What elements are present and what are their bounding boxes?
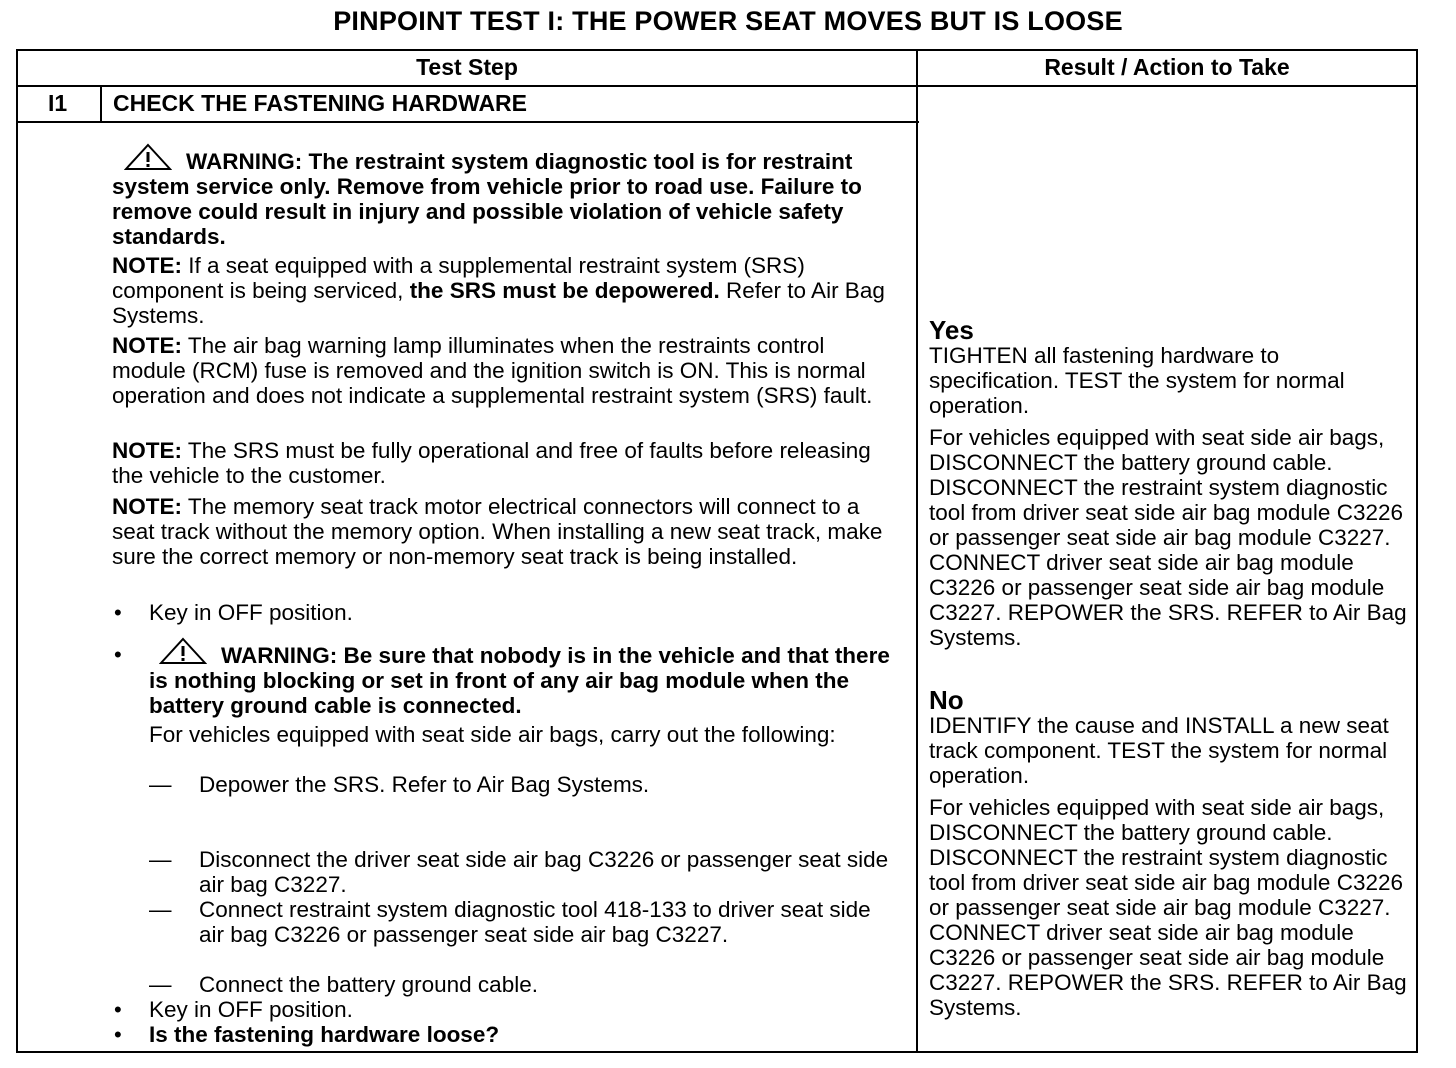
substep-connect-battery: Connect the battery ground cable. bbox=[199, 972, 538, 997]
result-yes-seat-side: For vehicles equipped with seat side air bags, DISCONNECT the battery ground cable. DISCONNECT the restraint system diagnostic tool from driver seat side air bag module C3226 or passenger seat side air bag module C3227. CONNECT driver seat side air bag module C3226 or passenger seat side air bag module C3227. REPOWER the SRS. REFER to Air Bag Systems. bbox=[929, 425, 1407, 650]
substep-depower: Depower the SRS. Refer to Air Bag Systems. bbox=[199, 772, 650, 797]
bullet-icon: • bbox=[114, 997, 122, 1022]
seat-side-intro: For vehicles equipped with seat side air bags, carry out the following: bbox=[149, 722, 836, 747]
result-no bbox=[929, 685, 1414, 1020]
header-test-step: Test Step bbox=[416, 54, 518, 80]
result-yes-action: TIGHTEN all fastening hardware to specification. TEST the system for normal operation. bbox=[929, 343, 1345, 418]
dash-icon: — bbox=[149, 847, 172, 872]
step-key-off-1: Key in OFF position. bbox=[149, 600, 353, 625]
result-no-action: IDENTIFY the cause and INSTALL a new seat track component. TEST the system for normal operation. bbox=[929, 713, 1389, 788]
warning-triangle-icon bbox=[124, 143, 172, 171]
step-id: I1 bbox=[48, 90, 68, 116]
result-no-label: No bbox=[929, 685, 964, 715]
bullet-icon: • bbox=[114, 600, 122, 625]
note-airbag-lamp: NOTE: The air bag warning lamp illuminates when the restraints control module (RCM) fuse is removed and the ignition switch is ON. This is normal operation and does not indicate a supplemental restraint system (SRS) fault. bbox=[112, 333, 873, 408]
result-yes-label: Yes bbox=[929, 315, 974, 345]
warning-nobody-in-vehicle: WARNING: Be sure that nobody is in the vehicle and that there is nothing blocking or set in front of any air bag module when the battery ground cable is connected. bbox=[149, 637, 899, 718]
step-question: Is the fastening hardware loose? bbox=[149, 1022, 500, 1047]
warning-triangle-icon bbox=[159, 637, 207, 665]
substep-connect-tool: Connect restraint system diagnostic tool 418-133 to driver seat side air bag C3226 or passenger seat side air bag C3227. bbox=[199, 897, 871, 947]
bullet-icon: • bbox=[114, 1022, 122, 1047]
step-key-off-2: Key in OFF position. bbox=[149, 997, 353, 1022]
step-title: CHECK THE FASTENING HARDWARE bbox=[113, 90, 528, 116]
result-no-seat-side: For vehicles equipped with seat side air bags, DISCONNECT the battery ground cable. DISCONNECT the restraint system diagnostic tool from driver seat side air bag module C3226 or passenger seat side air bag module C3227. CONNECT driver seat side air bag module C3226 or passenger seat side air bag module C3227. REPOWER the SRS. REFER to Air Bag Systems. bbox=[929, 795, 1407, 1020]
dash-icon: — bbox=[149, 772, 172, 797]
result-yes bbox=[929, 315, 1414, 650]
warning-restraint-tool: WARNING: The restraint system diagnostic tool is for restraint system service only. Remove from vehicle prior to road use. Failure to remove could result in injury and possible violation of vehicle safety standards. bbox=[112, 143, 902, 249]
header-result-action: Result / Action to Take bbox=[1044, 54, 1290, 80]
bullet-icon: • bbox=[114, 642, 122, 667]
note-srs-operational: NOTE: The SRS must be fully operational and free of faults before releasing the vehicle to the customer. bbox=[112, 438, 871, 488]
page-title: PINPOINT TEST I: THE POWER SEAT MOVES BUT IS LOOSE bbox=[333, 6, 1123, 36]
substep-disconnect: Disconnect the driver seat side air bag C3226 or passenger seat side air bag C3227. bbox=[199, 847, 889, 897]
note-memory-seat: NOTE: The memory seat track motor electrical connectors will connect to a seat track without the memory option. When installing a new seat track, make sure the correct memory or non-memory seat track is being installed. bbox=[112, 494, 883, 569]
dash-icon: — bbox=[149, 972, 172, 997]
dash-icon: — bbox=[149, 897, 172, 922]
note-srs-depower: NOTE: If a seat equipped with a supplemental restraint system (SRS) component is being serviced, the SRS must be depowered. Refer to Air Bag Systems. bbox=[112, 253, 885, 328]
